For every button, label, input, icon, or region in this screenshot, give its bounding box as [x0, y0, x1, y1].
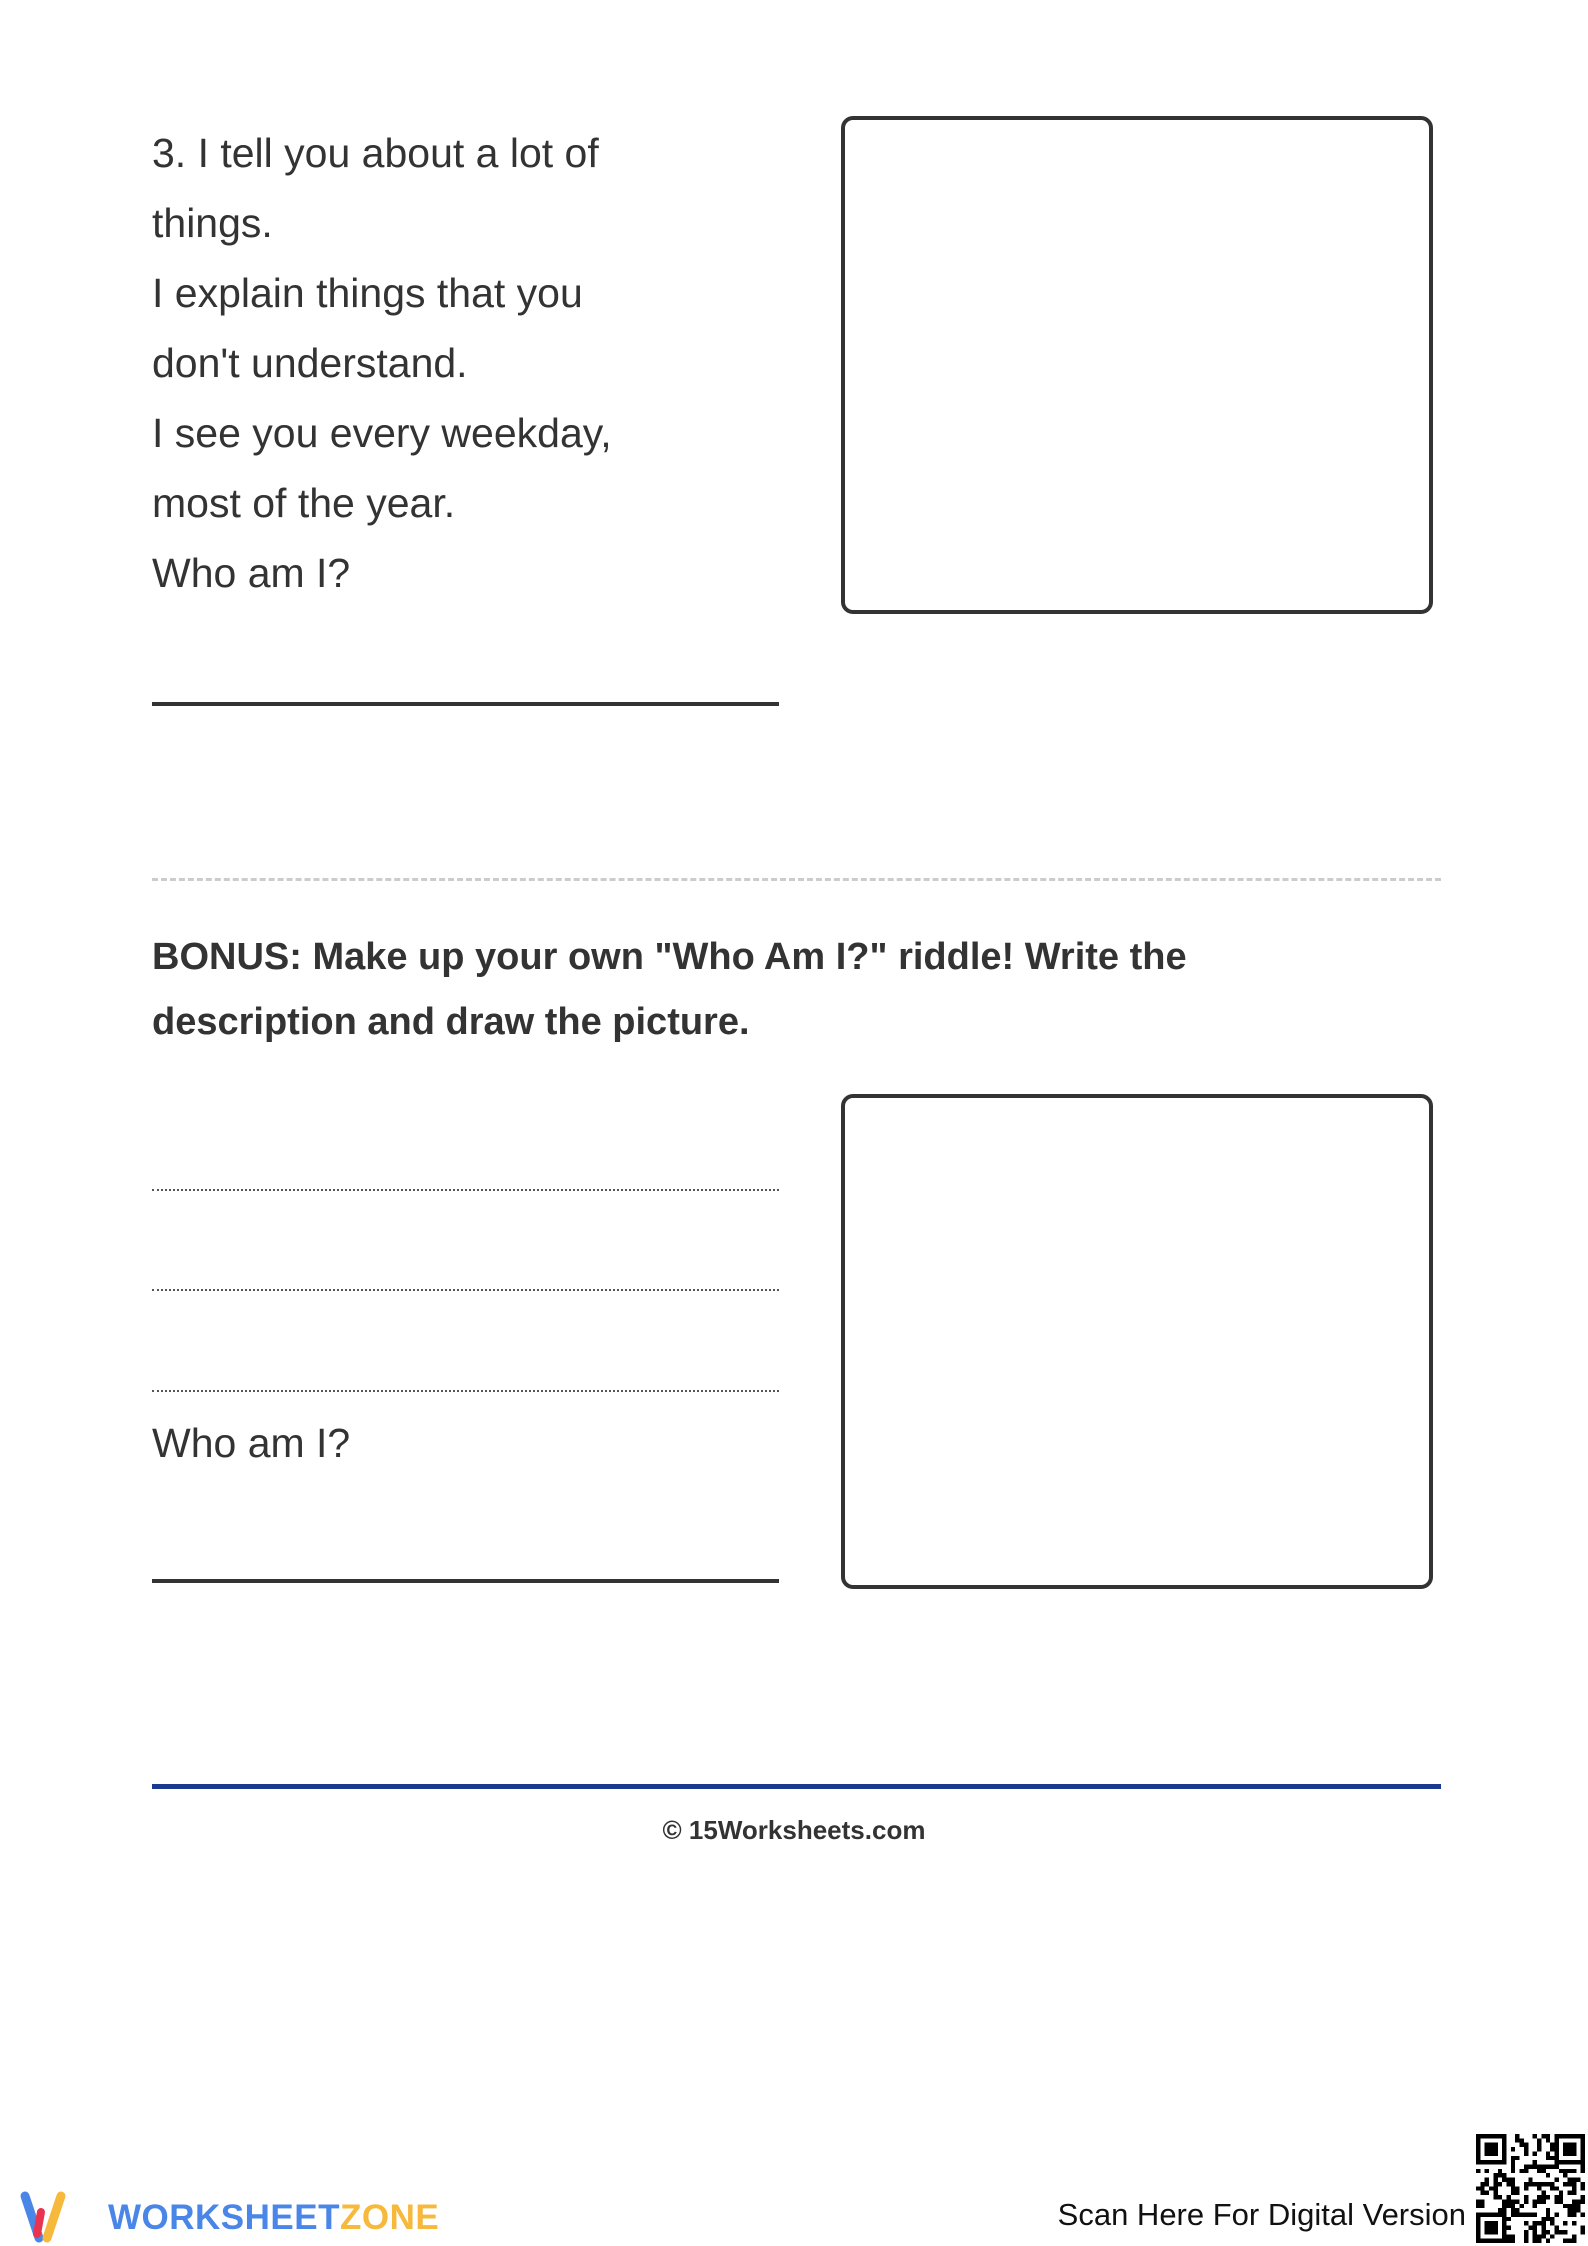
writing-line-3[interactable] — [152, 1390, 779, 1392]
riddle-3-text — [152, 118, 792, 608]
riddle-line: I explain things that you — [152, 270, 583, 316]
worksheetzone-logo-icon — [17, 2190, 92, 2244]
riddle-question: Who am I? — [152, 550, 351, 596]
writing-line-1[interactable] — [152, 1189, 779, 1191]
riddle-line: things. — [152, 200, 273, 246]
footer-rule — [152, 1784, 1441, 1789]
riddle-line: don't understand. — [152, 340, 468, 386]
riddle-line: most of the year. — [152, 480, 456, 526]
bonus-line: description and draw the picture. — [152, 1001, 750, 1043]
drawing-box-3[interactable] — [841, 116, 1433, 614]
riddle-line: I see you every weekday, — [152, 410, 612, 456]
bonus-drawing-box[interactable] — [841, 1094, 1433, 1589]
riddle-line: 3. I tell you about a lot of — [152, 130, 599, 176]
answer-line-3[interactable] — [152, 702, 779, 706]
scan-label: Scan Here For Digital Version — [1057, 2197, 1466, 2232]
brand-part-2: ZONE — [340, 2198, 440, 2237]
writing-line-2[interactable] — [152, 1289, 779, 1291]
bonus-line: BONUS: Make up your own "Who Am I?" riddle! Write the — [152, 936, 1187, 978]
copyright: © 15Worksheets.com — [662, 1815, 926, 1845]
brand-name — [108, 2198, 439, 2238]
bonus-instructions — [152, 925, 1452, 1055]
brand-part-1: WORKSHEET — [108, 2198, 340, 2237]
qr-code-icon[interactable] — [1476, 2134, 1585, 2243]
bonus-question: Who am I? — [152, 1420, 351, 1466]
section-divider — [152, 878, 1441, 881]
bonus-answer-line[interactable] — [152, 1579, 779, 1583]
